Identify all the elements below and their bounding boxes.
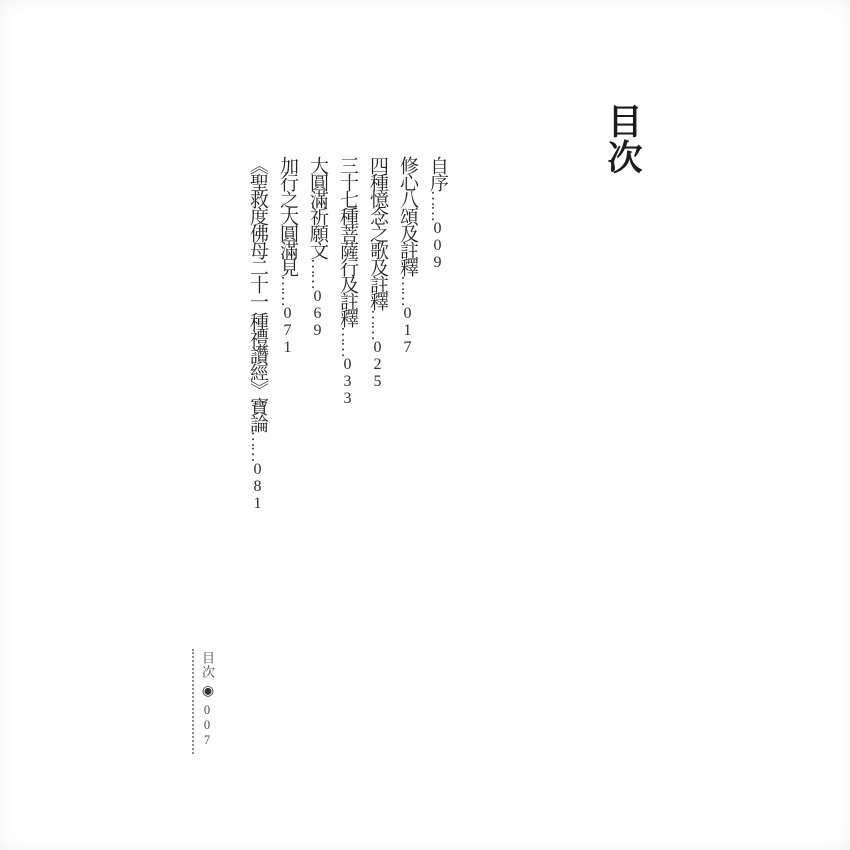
bullseye-icon: ◉ xyxy=(200,683,215,699)
toc-entry-page-number: 069 xyxy=(309,288,326,339)
page-title: 目次 xyxy=(603,103,642,175)
toc-entry xyxy=(362,156,392,576)
dot-leader: …… xyxy=(368,309,387,339)
toc-entry-title: 自序 xyxy=(427,156,448,190)
toc-entry-page-number: 017 xyxy=(399,305,416,356)
toc-entry-title: 修心八頌及註釋 xyxy=(397,156,418,275)
toc-entry-page-number: 071 xyxy=(279,305,296,356)
dot-leader: …… xyxy=(248,430,267,461)
footer-section-label: 目次 xyxy=(200,651,215,679)
dot-leader: …… xyxy=(278,275,297,305)
toc-entry xyxy=(392,156,422,576)
running-footer xyxy=(192,649,215,754)
toc-entry xyxy=(332,156,362,576)
footer-page-number: 007 xyxy=(200,703,214,748)
toc-entry xyxy=(272,156,302,576)
toc-entry-title: 大圓滿祈願文 xyxy=(307,156,328,258)
toc-entry-title: 三十七種菩薩行及註釋 xyxy=(337,156,358,326)
toc-entry-page-number: 025 xyxy=(369,339,386,390)
dot-leader: …… xyxy=(308,258,327,288)
toc-entry-page-number: 009 xyxy=(429,220,446,271)
dot-leader: …… xyxy=(338,326,357,356)
toc-entry-page-number: 081 xyxy=(249,460,266,512)
dot-leader: …… xyxy=(428,190,447,220)
toc-entry xyxy=(302,156,332,576)
toc-entry-title: 加行之大圓滿見 xyxy=(277,156,298,275)
toc-entry xyxy=(242,156,272,576)
table-of-contents xyxy=(242,156,452,576)
toc-entry-title: 《聖救度佛母二十一 種禮讚經》寶論 xyxy=(247,156,268,431)
toc-entry-title: 四種憶念之歌及註釋 xyxy=(367,156,388,309)
dot-leader: …… xyxy=(398,275,417,305)
toc-entry-page-number: 033 xyxy=(339,356,356,407)
toc-entry xyxy=(422,156,452,576)
